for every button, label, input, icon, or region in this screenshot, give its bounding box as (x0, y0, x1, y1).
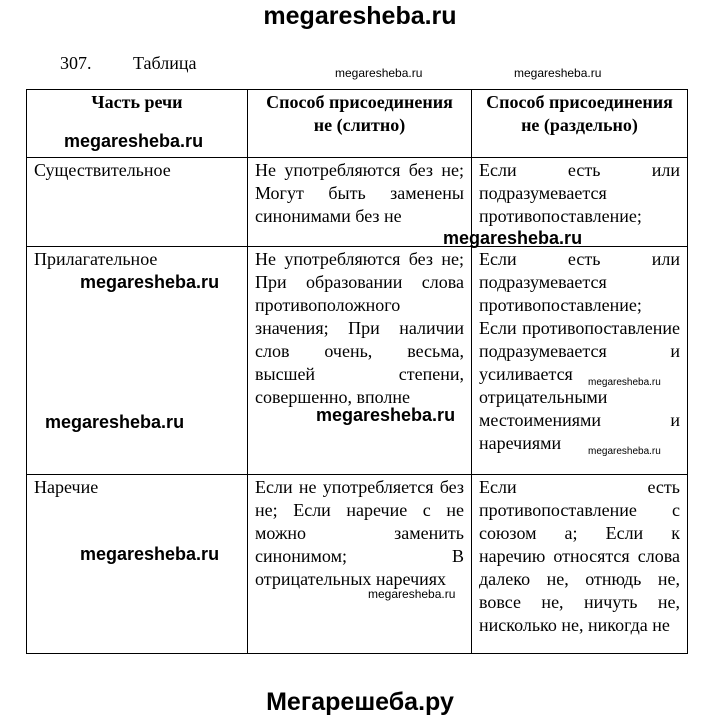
watermark: megaresheba.ru (368, 587, 456, 601)
cell-together: Не употребляются без не; При образовании слова противоположного значения; При наличии слов очень, весьма, высшей степени, совершенно, вполне (248, 247, 472, 475)
watermark: megaresheba.ru (588, 377, 661, 388)
cell-separate: Если есть или подразумевается противопоставление; (472, 158, 688, 247)
cell-together: Если не употребляется без не; Если наречие с не можно заменить синонимом; В отрицательных наречиях (248, 475, 472, 654)
watermark: megaresheba.ru (514, 66, 602, 80)
column-header-part: Часть речи (27, 90, 248, 158)
watermark: megaresheba.ru (316, 405, 456, 425)
task-number: 307. (60, 53, 92, 73)
watermark: megaresheba.ru (64, 131, 204, 151)
watermark: megaresheba.ru (588, 446, 661, 457)
watermark: megaresheba.ru (80, 272, 220, 292)
cell-part: Прилагательное (27, 247, 248, 475)
watermark: megaresheba.ru (335, 66, 423, 80)
cell-separate: Если есть или подразумевается противопоставление; Если противопоставление подразумевается и усиливается отрицательными местоимениями и наречиями (472, 247, 688, 475)
site-header: megaresheba.ru (263, 2, 457, 30)
column-header-separate: Способ присоединения не (раздельно) (472, 90, 688, 158)
cell-part: Существительное (27, 158, 248, 247)
cell-separate: Если есть противопоставление с союзом а; Если к наречию относятся слова далеко не, отнюдь не, вовсе не, ничуть не, нисколько не, никогда не (472, 475, 688, 654)
column-header-together: Способ присоединения не (слитно) (248, 90, 472, 158)
task-title: Таблица (133, 53, 197, 73)
cell-together: Не употребляются без не; Могут быть заменены синонимами без не (248, 158, 472, 247)
parts-of-speech-table (26, 89, 688, 654)
cell-part: Наречие (27, 475, 248, 654)
watermark: megaresheba.ru (443, 228, 583, 248)
table-row (27, 158, 688, 247)
site-footer: Мегарешеба.ру (266, 688, 454, 716)
watermark: megaresheba.ru (45, 412, 185, 432)
watermark: megaresheba.ru (80, 544, 220, 564)
